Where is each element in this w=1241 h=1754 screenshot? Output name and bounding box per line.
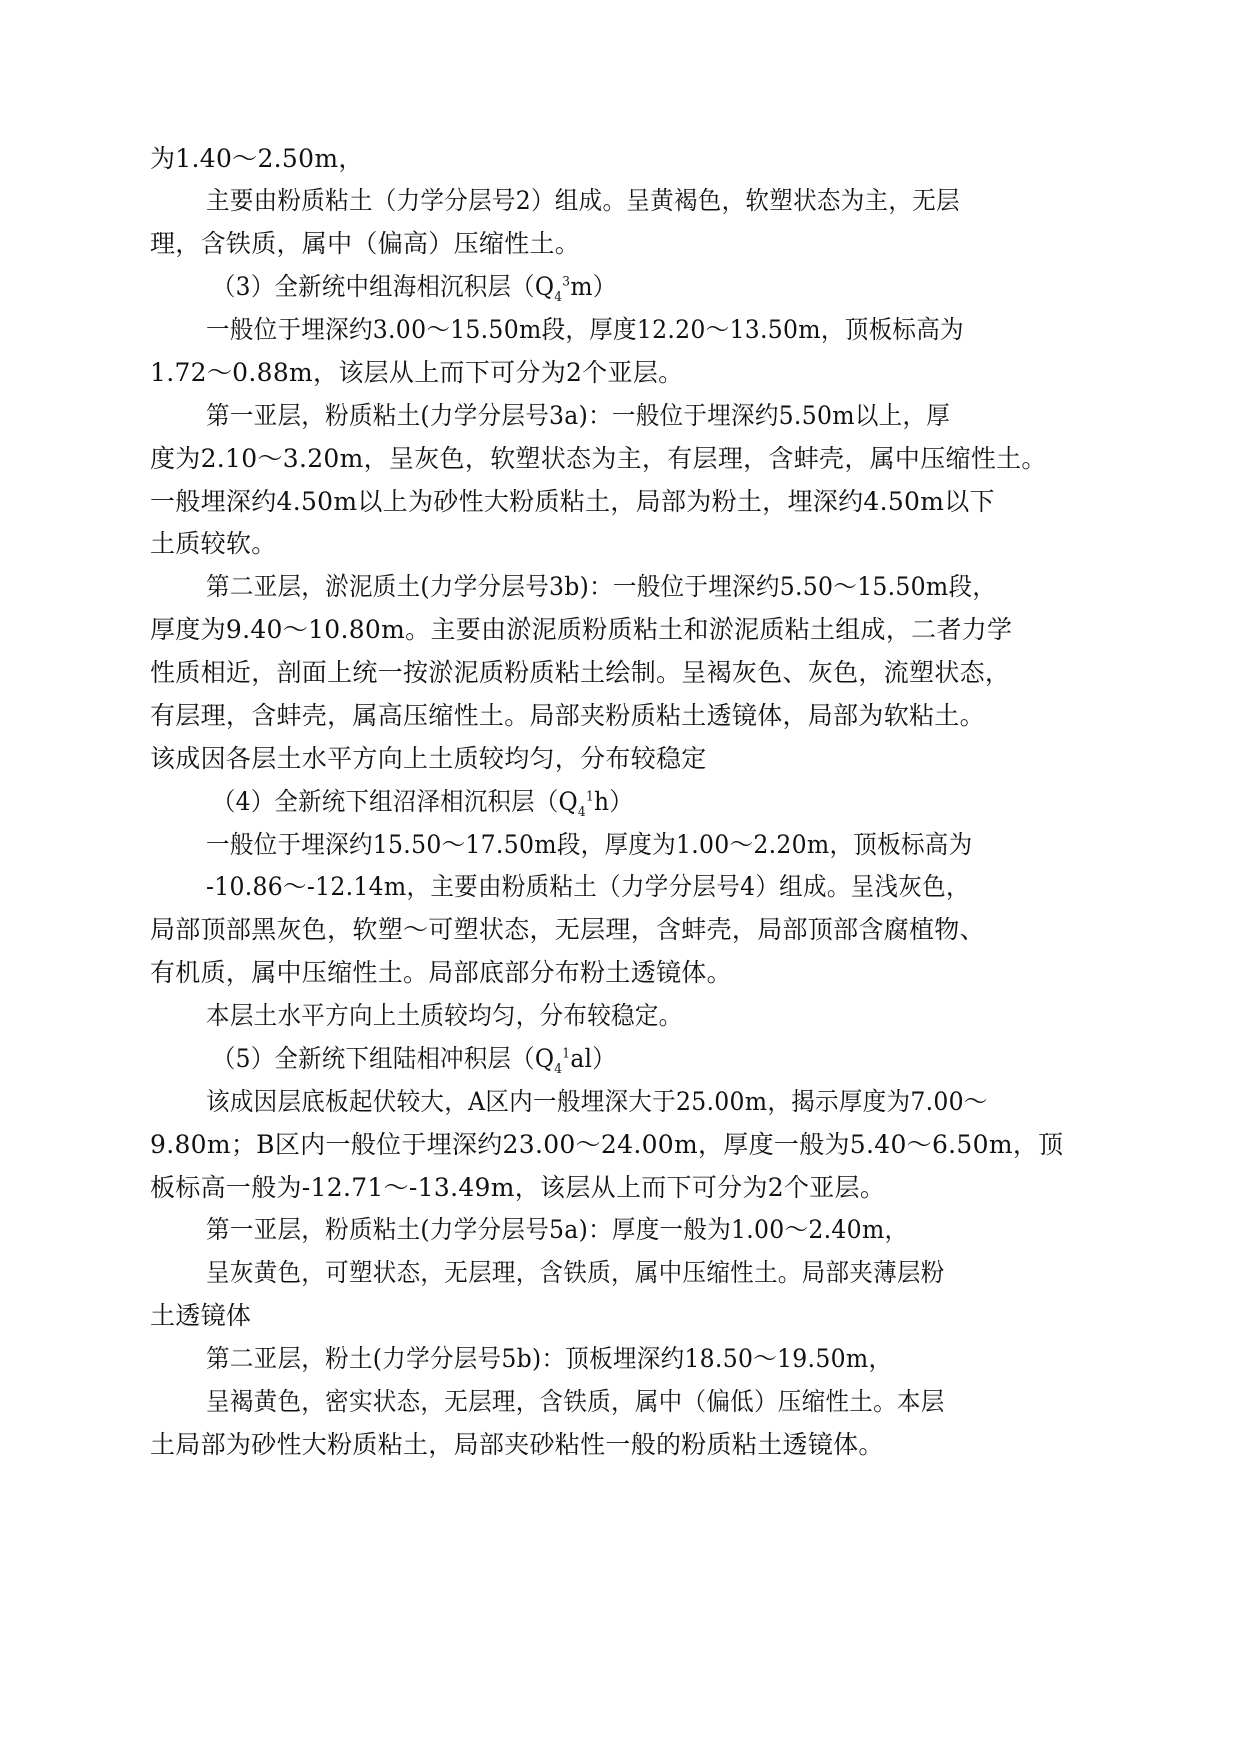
text-line: 第一亚层，粉质粘土(力学分层号5a)：厚度一般为1.00～2.40m， [206,1215,909,1244]
formula-subscript: 4 [577,805,586,820]
formula-superscript: 1 [585,789,594,805]
heading-text: （4）全新统下组沼泽相沉积层（Q [212,787,578,816]
text-line: 呈灰黄色，可塑状态，无层理，含铁质，属中压缩性土。局部夹薄层粉 [206,1258,945,1287]
heading-text: （3）全新统中组海相沉积层（Q [212,272,555,301]
text-line: 9.80m；B区内一般位于埋深约23.00～24.00m，厚度一般为5.40～6.50m，顶 [150,1130,1064,1159]
text-line: 土质较软。 [150,529,277,558]
section-heading-3 [212,270,1110,304]
text-line: 第一亚层，粉质粘土(力学分层号3a)：一般位于埋深约5.50m以上，厚 [206,401,951,430]
formula-subscript: 4 [554,1062,563,1077]
formula-tail: m） [570,272,617,301]
text-line: 主要由粉质粘土（力学分层号2）组成。呈黄褐色，软塑状态为主，无层 [206,186,960,215]
text-line: 一般埋深约4.50m以上为砂性大粉质粘土，局部为粉土，埋深约4.50m以下 [150,487,995,516]
text-line: -10.86～-12.14m，主要由粉质粘土（力学分层号4）组成。呈浅灰色， [206,872,970,901]
formula-superscript: 3 [562,274,571,290]
text-line: 本层土水平方向上土质较均匀，分布较稳定。 [206,1001,683,1030]
text-line: 局部顶部黑灰色，软塑～可塑状态，无层理，含蚌壳，局部顶部含腐植物、 [150,915,985,944]
text-line: 板标高一般为-12.71～-13.49m，该层从上而下可分为2个亚层。 [150,1173,886,1202]
text-line: 性质相近，剖面上统一按淤泥质粉质粘土绘制。呈褐灰色、灰色，流塑状态， [150,658,1011,687]
text-line: 理，含铁质，属中（偏高）压缩性土。 [150,229,581,258]
text-line: 该成因各层土水平方向上土质较均匀，分布较稳定 [150,744,707,773]
text-line: 土透镜体 [150,1301,252,1330]
section-heading-4 [212,785,1110,819]
text-line: 呈褐黄色，密实状态，无层理，含铁质，属中（偏低）压缩性土。本层 [206,1387,945,1416]
text-line: 度为2.10～3.20m，呈灰色，软塑状态为主，有层理，含蚌壳，属中压缩性土。 [150,444,1047,473]
formula-superscript: 1 [562,1046,571,1062]
text-line: 第二亚层，粉土(力学分层号5b)：顶板埋深约18.50～19.50m， [206,1344,893,1373]
section-heading-5 [212,1042,1110,1076]
text-line: 厚度为9.40～10.80m。主要由淤泥质粉质粘土和淤泥质粘土组成，二者力学 [150,615,1013,644]
text-line: 一般位于埋深约3.00～15.50m段，厚度12.20～13.50m，顶板标高为 [206,315,964,344]
text-line: 一般位于埋深约15.50～17.50m段，厚度为1.00～2.20m，顶板标高为 [206,830,973,859]
formula-subscript: 4 [554,290,563,305]
text-line: 有层理，含蚌壳，属高压缩性土。局部夹粉质粘土透镜体，局部为软粘土。 [150,701,985,730]
text-line: 为1.40～2.50m， [150,144,364,173]
text-line: 第二亚层，淤泥质土(力学分层号3b)：一般位于埋深约5.50～15.50m段， [206,572,997,601]
heading-text: （5）全新统下组陆相冲积层（Q [212,1044,555,1073]
text-line: 该成因层底板起伏较大，A区内一般埋深大于25.00m，揭示厚度为7.00～ [206,1087,988,1116]
formula-tail: h） [593,787,633,816]
text-line: 有机质，属中压缩性土。局部底部分布粉土透镜体。 [150,958,732,987]
text-line: 土局部为砂性大粉质粘土，局部夹砂粘性一般的粉质粘土透镜体。 [150,1430,884,1459]
text-line: 1.72～0.88m，该层从上而下可分为2个亚层。 [150,358,684,387]
formula-tail: al） [570,1044,616,1073]
